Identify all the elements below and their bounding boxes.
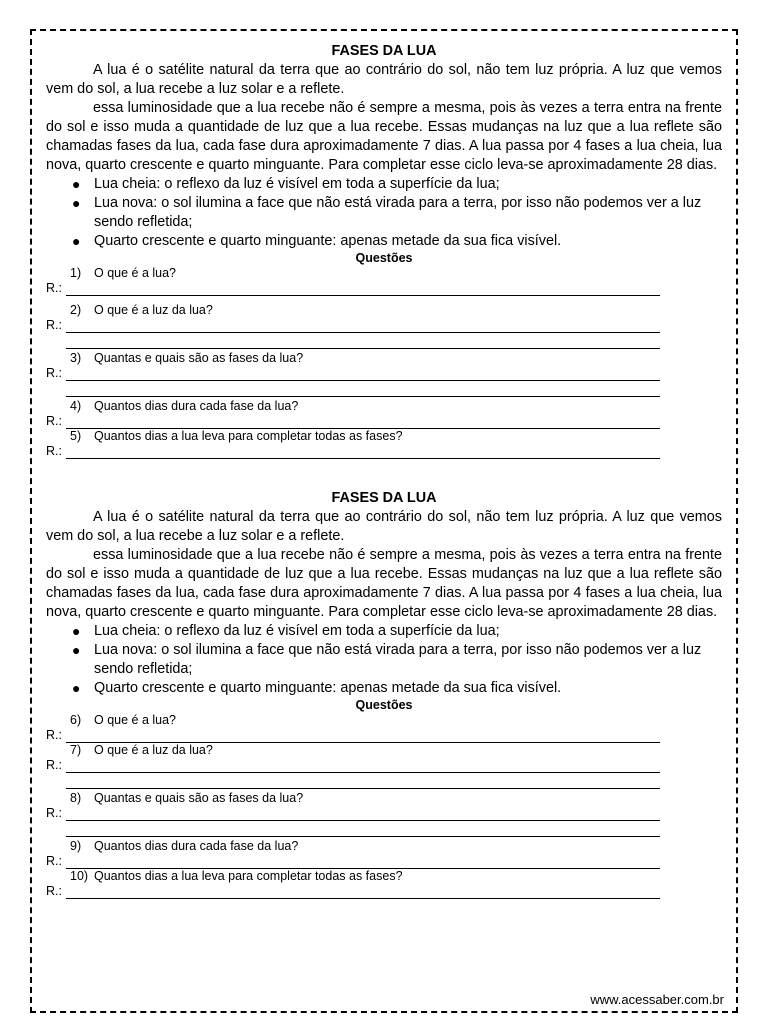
answer-line[interactable] [66,887,660,899]
answer-line[interactable] [66,447,660,459]
bullet-icon: ● [72,195,81,211]
phases-paragraph: essa luminosidade que a lua recebe não é sempre a mesma, pois às vezes a terra entra na frente do sol e isso muda a quantidade de luz que a lua recebe. Essas mudanças na luz que a lua reflete são chamadas fases da lua, cada fase dura aproximadamente 7 dias. A lua passa por 4 fases a lua cheia, lua nova, quarto crescente e quarto minguante. Para completar esse ciclo leva-se aproximadamente 28 dias. [46,100,722,173]
question-number: 9) [70,839,82,853]
question-number: 6) [70,713,82,727]
bullet-text: Lua cheia: o reflexo da luz é visível em toda a superfície da lua; [94,176,500,192]
phases-paragraph: essa luminosidade que a lua recebe não é sempre a mesma, pois às vezes a terra entra na frente do sol e isso muda a quantidade de luz que a lua recebe. Essas mudanças na luz que a lua reflete são chamadas fases da lua, cada fase dura aproximadamente 7 dias. A lua passa por 4 fases a lua cheia, lua nova, quarto crescente e quarto minguante. Para completar esse ciclo leva-se aproximadamente 28 dias. [46,547,722,620]
phases-bullet-list [46,175,722,251]
question-item [46,266,722,296]
bullet-item [72,232,722,251]
question-text: Quantas e quais são as fases da lua? [94,351,304,365]
bullet-item [72,641,722,679]
question-text: O que é a lua? [94,266,177,280]
question-text: Quantos dias dura cada fase da lua? [94,399,299,413]
answer-line[interactable] [66,284,660,296]
answer-label: R.: [46,854,62,868]
questions-list [46,713,722,899]
footer-website-link[interactable]: www.acessaber.com.br [590,992,724,1007]
question-item [46,713,722,743]
bullet-icon: ● [72,176,81,192]
answer-label: R.: [46,366,62,380]
question-item [46,429,722,459]
answer-line[interactable] [66,857,660,869]
worksheet-section-2 [46,489,722,899]
bullet-item [72,194,722,232]
question-number: 7) [70,743,82,757]
bullet-text: Lua nova: o sol ilumina a face que não está virada para a terra, por isso não podemos ver a luz sendo refletida; [94,642,702,677]
bullet-text: Lua cheia: o reflexo da luz é visível em toda a superfície da lua; [94,623,500,639]
intro-paragraph: A lua é o satélite natural da terra que ao contrário do sol, não tem luz própria. A luz que vemos vem do sol, a lua recebe a luz solar e a reflete. [46,62,722,97]
question-number: 4) [70,399,82,413]
questions-heading: Questões [355,698,413,712]
question-item [46,791,722,837]
question-item [46,399,722,429]
answer-label: R.: [46,414,62,428]
question-text: O que é a lua? [94,713,177,727]
question-text: Quantos dias dura cada fase da lua? [94,839,299,853]
questions-heading: Questões [355,251,413,265]
answer-line[interactable] [66,761,660,773]
answer-line[interactable] [66,809,660,821]
answer-line[interactable] [66,321,660,333]
question-text: Quantos dias a lua leva para completar todas as fases? [94,869,403,883]
question-item [46,839,722,869]
question-item [46,743,722,789]
question-text: O que é a luz da lua? [94,743,213,757]
question-number: 3) [70,351,82,365]
question-item [46,869,722,899]
intro-paragraph: A lua é o satélite natural da terra que ao contrário do sol, não tem luz própria. A luz que vemos vem do sol, a lua recebe a luz solar e a reflete. [46,509,722,544]
question-number: 10) [70,869,89,883]
question-number: 5) [70,429,82,443]
question-text: O que é a luz da lua? [94,303,213,317]
answer-line[interactable] [66,417,660,429]
answer-line[interactable] [66,731,660,743]
question-item [46,351,722,397]
bullet-item [72,679,722,698]
question-text: Quantos dias a lua leva para completar todas as fases? [94,429,403,443]
section-title: FASES DA LUA [331,43,437,59]
answer-label: R.: [46,758,62,772]
bullet-icon: ● [72,233,81,249]
answer-label: R.: [46,444,62,458]
answer-line[interactable] [66,773,660,789]
bullet-text: Quarto crescente e quarto minguante: apenas metade da sua fica visível. [94,233,562,249]
phases-bullet-list [46,622,722,698]
bullet-text: Lua nova: o sol ilumina a face que não está virada para a terra, por isso não podemos ver a luz sendo refletida; [94,195,702,230]
question-text: Quantas e quais são as fases da lua? [94,791,304,805]
bullet-icon: ● [72,680,81,696]
answer-line[interactable] [66,381,660,397]
answer-line[interactable] [66,821,660,837]
answer-label: R.: [46,728,62,742]
section-title: FASES DA LUA [331,490,437,506]
bullet-item [72,175,722,194]
answer-label: R.: [46,281,62,295]
answer-line[interactable] [66,333,660,349]
answer-label: R.: [46,884,62,898]
bullet-icon: ● [72,642,81,658]
question-number: 1) [70,266,82,280]
question-item [46,303,722,349]
questions-list [46,266,722,459]
question-number: 2) [70,303,82,317]
answer-label: R.: [46,318,62,332]
worksheet-section-1 [46,42,722,459]
bullet-icon: ● [72,623,81,639]
bullet-text: Quarto crescente e quarto minguante: apenas metade da sua fica visível. [94,680,562,696]
answer-label: R.: [46,806,62,820]
bullet-item [72,622,722,641]
question-number: 8) [70,791,82,805]
answer-line[interactable] [66,369,660,381]
